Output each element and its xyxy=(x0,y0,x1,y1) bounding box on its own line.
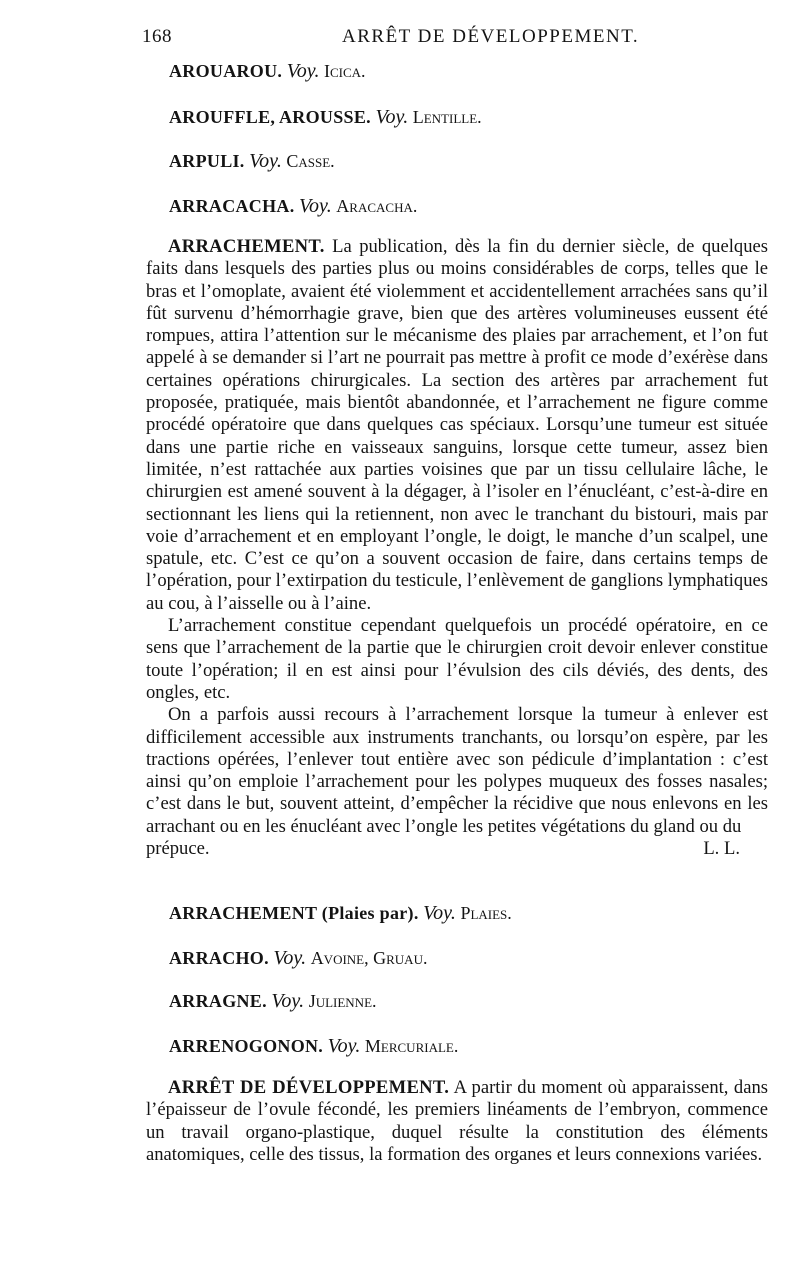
article-paragraph xyxy=(146,1077,768,1166)
paragraph-text: La publication, dès la fin du dernier siècle, de quelques faits dans lesquels des parties plus ou moins considérables de corps, telles que le bras et l’omoplate, avaient été violemment et accidentellement arrachées sans qu’il fût survenu d’hémorrhagie grave, bien que des artères volumineuses eussent été rompues, attira l’attention sur le mécanisme des plaies par arrachement, et l’on fut appelé à se demander si l’art ne pourrait pas mettre à profit ce mode d’exérèse dans certaines opérations chirurgicales. La section des artères par arrachement fut proposée, pratiquée, mais bientôt abandonnée, et l’arrachement ne figure comme procédé opératoire que dans quelques cas spéciaux. Lorsqu’une tumeur est située dans une partie riche en vaisseaux sanguins, lorsque cette tumeur, assez bien limitée, n’est rattachée aux parties voisines que par un tissu cellulaire lâche, le chirurgien est amené souvent à la dégager, à l’isoler en l’énucléant, c’est-à-dire en sectionnant les liens qui la retiennent, non avec le tranchant du bistouri, mais par voie d’arrachement et en employant l’ongle, le doigt, le manche d’un scalpel, une spatule, etc. C’est ce qu’on a souvent occasion de faire, dans certains temps de l’opération, pour l’extirpation du testicule, l’enlèvement de ganglions lymphatiques au cou, à l’aisselle ou à l’aine. xyxy=(146,236,768,614)
cross-ref-voy: Voy. xyxy=(273,947,307,969)
paragraph-text: A partir du moment où apparaissent, dans l’épaisseur de l’ovule fécondé, les premiers linéaments de l’embryon, commence un travail organo-plastique, duquel résulte la constitution des éléments anatomiques, celle des tissus, la formation des organes et leurs connexions variées. xyxy=(146,1077,768,1165)
cross-ref-voy: Voy. xyxy=(299,195,332,217)
dictionary-entry xyxy=(169,947,427,970)
cross-ref-target: Plaies. xyxy=(460,903,512,923)
dictionary-entry xyxy=(169,1035,458,1058)
entry-headword: ARRACHEMENT (Plaies par). xyxy=(169,903,419,923)
cross-ref-target: Avoine, Gruau. xyxy=(310,948,428,968)
cross-ref-voy: Voy. xyxy=(423,902,456,924)
dictionary-entry xyxy=(169,106,482,129)
cross-ref-voy: Voy. xyxy=(271,990,305,1012)
page-number: 168 xyxy=(142,26,172,47)
cross-ref-target: Lentille. xyxy=(412,107,482,127)
article-paragraph xyxy=(146,704,768,838)
cross-ref-target: Aracacha. xyxy=(336,196,418,216)
cross-ref-target: Casse. xyxy=(286,151,335,171)
paragraph-text: prépuce. xyxy=(146,838,210,860)
cross-ref-voy: Voy. xyxy=(375,106,409,128)
paragraph-text: L’arrachement constitue cependant quelquefois un procédé opératoire, en ce sens que l’arrachement de la partie que le chirurgien croit devoir enlever constitue toute l’opération; il en est ainsi pour l’évulsion des cils déviés, des dents, des ongles, etc. xyxy=(146,615,768,703)
cross-ref-target: Mercuriale. xyxy=(364,1036,459,1056)
article-arrachement xyxy=(146,236,768,860)
entry-headword: ARRAGNE. xyxy=(169,991,267,1011)
paragraph-text: On a parfois aussi recours à l’arrachement lorsque la tumeur à enlever est difficilement accessible aux instruments tranchants, ou lorsqu’on espère, par les tractions opérées, l’enlever tout entière avec son pédicule d’implantation : c’est ainsi qu’on emploie l’arrachement pour les polypes muqueux des fosses nasales; c’est dans le but, souvent atteint, d’empêcher la récidive que nous enlevons en les arrachant ou en les énucléant avec l’ongle les petites végétations du gland ou du xyxy=(146,704,768,837)
author-signature: L. L. xyxy=(703,838,740,860)
article-paragraph xyxy=(146,615,768,704)
cross-ref-voy: Voy. xyxy=(286,60,320,82)
dictionary-entry xyxy=(169,195,417,218)
article-closing-line xyxy=(146,838,768,860)
cross-ref-voy: Voy. xyxy=(327,1035,361,1057)
entry-headword: AROUAROU. xyxy=(169,61,283,81)
cross-ref-target: Julienne. xyxy=(308,991,377,1011)
running-title: ARRÊT DE DÉVELOPPEMENT. xyxy=(342,26,640,47)
article-paragraph xyxy=(146,236,768,615)
entry-headword: ARRACHO. xyxy=(169,948,269,968)
dictionary-entry xyxy=(169,60,366,83)
dictionary-entry xyxy=(169,150,335,173)
cross-ref-target: Icica. xyxy=(323,61,366,81)
article-arret-de-developpement xyxy=(146,1077,768,1166)
entry-headword: ARPULI. xyxy=(169,151,245,171)
entry-headword: ARRACACHA. xyxy=(169,196,295,216)
entry-headword: ARRENOGONON. xyxy=(169,1036,324,1056)
entry-headword: AROUFFLE, AROUSSE. xyxy=(169,107,371,127)
dictionary-entry xyxy=(169,902,512,925)
article-headword: ARRÊT DE DÉVELOPPEMENT. xyxy=(168,1077,450,1098)
article-headword: ARRACHEMENT. xyxy=(168,236,325,257)
running-header xyxy=(142,26,642,54)
cross-ref-voy: Voy. xyxy=(249,150,282,172)
dictionary-entry xyxy=(169,990,377,1013)
